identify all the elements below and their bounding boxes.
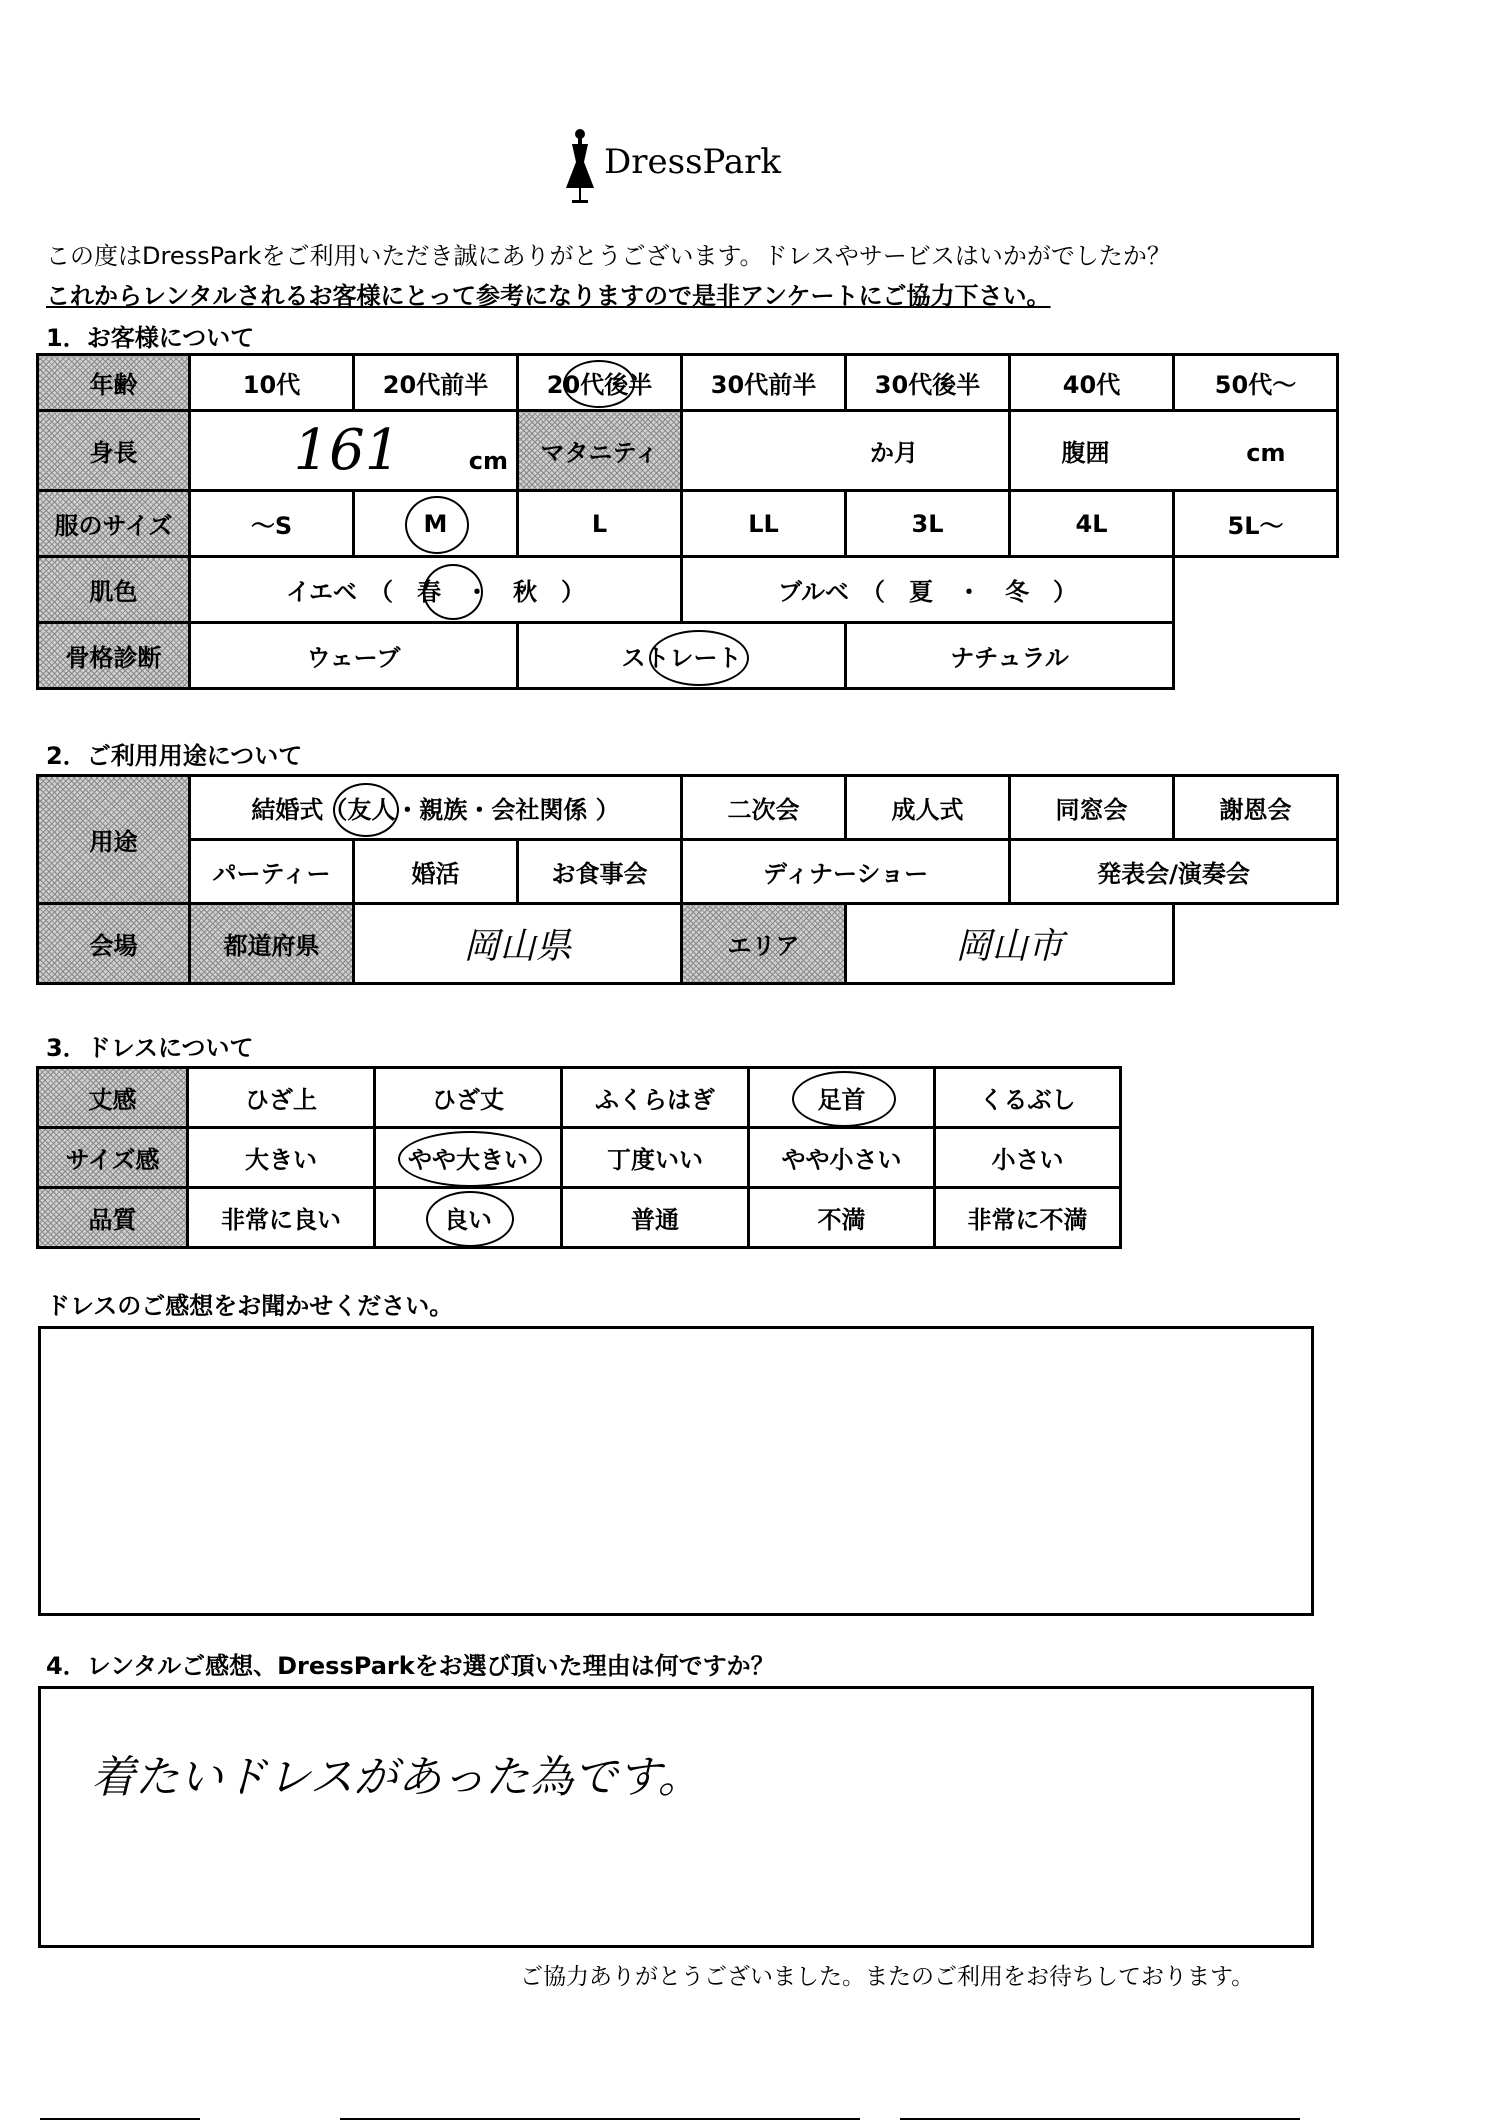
impressions-textarea[interactable] <box>38 1326 1314 1616</box>
skeleton-option[interactable]: ウェーブ <box>190 623 518 689</box>
logo-text: DressPark <box>604 142 782 182</box>
skin-blue-option[interactable]: ブルベ （ 夏 ・ 冬 ） <box>682 557 1174 623</box>
quality-option[interactable]: 普通 <box>562 1188 749 1248</box>
usage-option[interactable]: 成人式 <box>846 776 1010 840</box>
usage-option[interactable]: お食事会 <box>518 840 682 904</box>
footer-rule <box>40 2118 200 2120</box>
prefecture-label: 都道府県 <box>190 904 354 984</box>
height-label: 身長 <box>38 411 190 491</box>
dress-mannequin-icon <box>560 126 600 206</box>
quality-option[interactable]: 非常に不満 <box>935 1188 1121 1248</box>
customer-info-table <box>36 353 1339 690</box>
fit-option[interactable]: 丁度いい <box>562 1128 749 1188</box>
fit-option[interactable]: 大きい <box>188 1128 375 1188</box>
age-row <box>38 355 1338 411</box>
age-option[interactable]: 30代後半 <box>846 355 1010 411</box>
usage-option[interactable]: ディナーショー <box>682 840 1010 904</box>
height-unit: cm <box>468 447 508 475</box>
size-row <box>38 491 1338 557</box>
quality-row <box>38 1188 1121 1248</box>
maternity-label: マタニティ <box>518 411 682 491</box>
age-option[interactable]: 50代〜 <box>1174 355 1338 411</box>
age-option[interactable]: 20代前半 <box>354 355 518 411</box>
venue-label: 会場 <box>38 904 190 984</box>
section4-title: 4．レンタルご感想、DressParkをお選び頂いた理由は何ですか？ <box>46 1652 775 1680</box>
dress-table <box>36 1066 1122 1249</box>
quality-option[interactable]: 不満 <box>749 1188 935 1248</box>
length-option[interactable]: くるぶし <box>935 1068 1121 1128</box>
waist-field[interactable] <box>1010 411 1338 491</box>
size-option[interactable]: 5L〜 <box>1174 491 1338 557</box>
height-field[interactable] <box>190 411 518 491</box>
skin-label: 肌色 <box>38 557 190 623</box>
length-row <box>38 1068 1121 1128</box>
usage-option[interactable]: 謝恩会 <box>1174 776 1338 840</box>
age-option[interactable]: 40代 <box>1010 355 1174 411</box>
section3-title: 3．ドレスについて <box>46 1034 254 1062</box>
fit-row <box>38 1128 1121 1188</box>
size-option[interactable]: 〜S <box>190 491 354 557</box>
fit-option-selected[interactable]: やや大きい <box>375 1128 562 1188</box>
skeleton-label: 骨格診断 <box>38 623 190 689</box>
intro-text: この度はDressParkをご利用いただき誠にありがとうございます。ドレスやサービスはいかがでしたか？ <box>46 242 1171 270</box>
usage-row1 <box>38 776 1338 840</box>
skeleton-option[interactable]: ナチュラル <box>846 623 1174 689</box>
length-option[interactable]: ふくらはぎ <box>562 1068 749 1128</box>
usage-table <box>36 774 1339 985</box>
maternity-months-field[interactable]: か月 <box>682 411 1010 491</box>
area-label: エリア <box>682 904 846 984</box>
usage-option[interactable]: 二次会 <box>682 776 846 840</box>
skin-yellow-option[interactable]: イエベ （ 春 ・ 秋 ） <box>190 557 682 623</box>
impressions-prompt: ドレスのご感想をお聞かせください。 <box>46 1292 454 1320</box>
age-option[interactable]: 10代 <box>190 355 354 411</box>
skeleton-row <box>38 623 1338 689</box>
fit-option[interactable]: 小さい <box>935 1128 1121 1188</box>
footer-rule <box>340 2118 860 2120</box>
quality-label: 品質 <box>38 1188 188 1248</box>
usage-option[interactable]: 発表会/演奏会 <box>1010 840 1338 904</box>
fit-label: サイズ感 <box>38 1128 188 1188</box>
prefecture-field[interactable]: 岡山県 <box>354 904 682 984</box>
length-option[interactable]: ひざ丈 <box>375 1068 562 1128</box>
length-option[interactable]: ひざ上 <box>188 1068 375 1128</box>
purpose-label: 用途 <box>38 776 190 904</box>
dresspark-logo <box>560 126 800 206</box>
height-value: 161 <box>293 418 401 483</box>
usage-option[interactable]: パーティー <box>190 840 354 904</box>
closing-text: ご協力ありがとうございました。またのご利用をお待ちしております。 <box>520 1964 1255 1990</box>
wedding-option[interactable]: 結婚式（友人・親族・会社関係 ） <box>190 776 682 840</box>
size-option[interactable]: LL <box>682 491 846 557</box>
venue-row <box>38 904 1338 984</box>
intro-request-text: これからレンタルされるお客様にとって参考になりますので是非アンケートにご協力下さい。 <box>46 282 1051 310</box>
skeleton-option-selected[interactable]: ストレート <box>518 623 846 689</box>
waist-unit: cm <box>1246 439 1286 467</box>
waist-label: 腹囲 <box>1061 439 1110 467</box>
section1-title: 1．お客様について <box>46 324 255 352</box>
size-label: 服のサイズ <box>38 491 190 557</box>
size-option[interactable]: 3L <box>846 491 1010 557</box>
size-option[interactable]: 4L <box>1010 491 1174 557</box>
reason-answer: 着たいドレスがあった為です。 <box>91 1752 702 1803</box>
size-option[interactable]: L <box>518 491 682 557</box>
age-option[interactable]: 30代前半 <box>682 355 846 411</box>
area-field[interactable]: 岡山市 <box>846 904 1174 984</box>
size-option-selected[interactable]: M <box>354 491 518 557</box>
length-label: 丈感 <box>38 1068 188 1128</box>
fit-option[interactable]: やや小さい <box>749 1128 935 1188</box>
age-option-selected[interactable]: 20代後半 <box>518 355 682 411</box>
length-option-selected[interactable]: 足首 <box>749 1068 935 1128</box>
usage-option[interactable]: 同窓会 <box>1010 776 1174 840</box>
section2-title: 2．ご利用用途について <box>46 742 303 770</box>
usage-row2 <box>38 840 1338 904</box>
skin-row <box>38 557 1338 623</box>
quality-option[interactable]: 非常に良い <box>188 1188 375 1248</box>
quality-option-selected[interactable]: 良い <box>375 1188 562 1248</box>
usage-option[interactable]: 婚活 <box>354 840 518 904</box>
footer-rule <box>900 2118 1300 2120</box>
reason-textarea[interactable] <box>38 1686 1314 1948</box>
height-row <box>38 411 1338 491</box>
age-label: 年齢 <box>38 355 190 411</box>
